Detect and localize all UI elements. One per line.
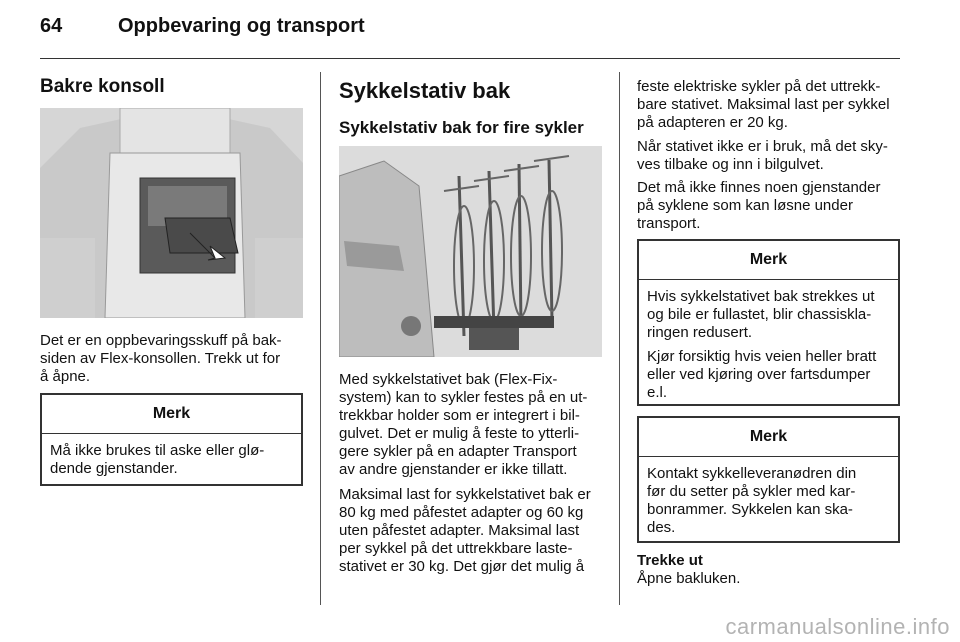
header-rule: [40, 58, 900, 59]
bike-carrier-figure: [339, 146, 602, 357]
column-separator-2: [619, 72, 620, 605]
section-heading-rear-console: Bakre konsoll: [40, 76, 165, 97]
text-line: å åpne.: [40, 368, 91, 385]
rear-console-text: [40, 332, 310, 386]
note-paragraph: [647, 348, 890, 402]
bike-carrier-text-1: [339, 371, 609, 479]
col3-text-3: [637, 179, 907, 233]
note-title: Merk: [42, 395, 301, 434]
column-separator-1: [320, 72, 321, 605]
text-line: trekkbar holder som er integrert i bil-: [339, 407, 580, 424]
text-line: av andre gjenstander er ikke tillatt.: [339, 461, 568, 478]
page-title: Oppbevaring og transport: [118, 15, 365, 37]
text-line: e.l.: [647, 384, 668, 401]
text-line: 80 kg med påfestet adapter og 60 kg: [339, 504, 584, 521]
text-line: uten påfestet adapter. Maksimal last: [339, 522, 580, 539]
text-line: Maksimal last for sykkelstativet bak er: [339, 486, 591, 503]
text-line: Åpne bakluken.: [637, 570, 741, 587]
text-line: Må ikke brukes til aske eller glø-: [50, 442, 265, 459]
text-line: des.: [647, 519, 676, 536]
note-box-carbon-frames: [637, 416, 900, 543]
rear-console-figure: [40, 108, 303, 318]
text-line: bare stativet. Maksimal last per sykkel: [637, 96, 890, 113]
text-line: Det er en oppbevaringsskuff på bak-: [40, 332, 282, 349]
text-line: Når stativet ikke er i bruk, må det sky-: [637, 138, 888, 155]
rear-console-drawer-icon: [40, 108, 303, 318]
note-paragraph: [647, 288, 890, 342]
text-line: system) kan to sykler festes på en ut-: [339, 389, 588, 406]
text-line: før du setter på sykler med kar-: [647, 483, 856, 500]
rear-bicycle-carrier-icon: [339, 146, 602, 357]
page-number: 64: [40, 15, 63, 37]
text-line: Kjør forsiktig hvis veien heller bratt: [647, 348, 877, 365]
text-line: gulvet. Det er mulig å feste to ytterli-: [339, 425, 580, 442]
text-line: Med sykkelstativet bak (Flex-Fix-: [339, 371, 558, 388]
note-title: Merk: [639, 241, 898, 280]
text-line: ringen redusert.: [647, 324, 753, 341]
text-line: dende gjenstander.: [50, 460, 178, 477]
bike-carrier-text-2: [339, 486, 609, 576]
text-line: eller ved kjøring over fartsdumper: [647, 366, 871, 383]
text-line: ves tilbake og inn i bilgulvet.: [637, 156, 824, 173]
note-body: [42, 434, 301, 486]
note-box-rear-console: [40, 393, 303, 486]
subheading-four-bikes: Sykkelstativ bak for fire sykler: [339, 118, 584, 137]
col3-text-1: [637, 78, 907, 132]
text-line: på adapteren er 20 kg.: [637, 114, 788, 131]
text-line: stativet er 30 kg. Det gjør det mulig å: [339, 558, 585, 575]
text-line: Hvis sykkelstativet bak strekkes ut: [647, 288, 875, 305]
text-line: Kontakt sykkelleveranødren din: [647, 465, 857, 482]
note-box-ground-clearance: [637, 239, 900, 406]
text-line: feste elektriske sykler på det uttrekk-: [637, 78, 881, 95]
text-line: og bile er fullastet, blir chassiskla-: [647, 306, 872, 323]
text-line: Det må ikke finnes noen gjenstander: [637, 179, 881, 196]
note-title: Merk: [639, 418, 898, 457]
text-line: bonrammer. Sykkelen kan ska-: [647, 501, 853, 518]
watermark-text: carmanualsonline.info: [725, 614, 950, 639]
text-line: transport.: [637, 215, 701, 232]
text-line: per sykkel på det uttrekkbare laste-: [339, 540, 573, 557]
text-line: på syklene som kan løsne under: [637, 197, 853, 214]
note-body: [639, 457, 898, 545]
section-heading-bike-carrier: Sykkelstativ bak: [339, 78, 511, 103]
col3-text-2: [637, 138, 907, 174]
text-line: gere sykler på en adapter Transport: [339, 443, 577, 460]
note-body: [639, 280, 898, 410]
text-line: siden av Flex-konsollen. Trekk ut for: [40, 350, 281, 367]
subheading-pull-out: Trekke ut: [637, 552, 703, 569]
